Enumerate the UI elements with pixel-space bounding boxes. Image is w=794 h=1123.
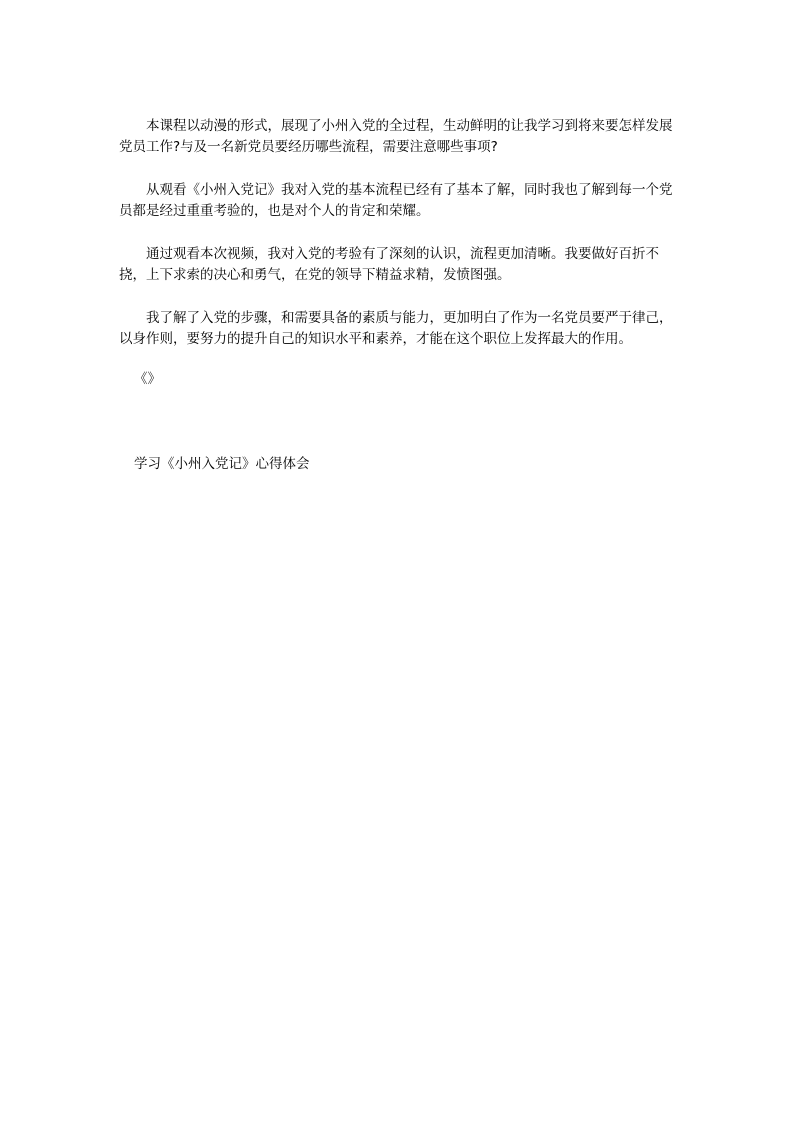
paragraph-1: 本课程以动漫的形式，展现了小州入党的全过程，生动鲜明的让我学习到将来要怎样发展党员工作?与及一名新党员要经历哪些流程，需要注意哪些事项? [119, 118, 673, 155]
empty-title-brackets: 《》 [134, 371, 161, 387]
paragraph-4: 我了解了入党的步骤，和需要具备的素质与能力，更加明白了作为一名党员要严于律己，以身作则，要努力的提升自己的知识水平和素养，才能在这个职位上发挥最大的作用。 [119, 310, 673, 347]
paragraph-3: 通过观看本次视频，我对入党的考验有了深刻的认识，流程更加清晰。我要做好百折不挠，上下求索的决心和勇气，在党的领导下精益求精，发愤图强。 [119, 246, 659, 283]
document-title-footer: 学习《小州入党记》心得体会 [134, 456, 310, 472]
paragraph-2: 从观看《小州入党记》我对入党的基本流程已经有了基本了解，同时我也了解到每一个党员都是经过重重考验的，也是对个人的肯定和荣耀。 [119, 182, 673, 219]
document-body [119, 116, 679, 372]
